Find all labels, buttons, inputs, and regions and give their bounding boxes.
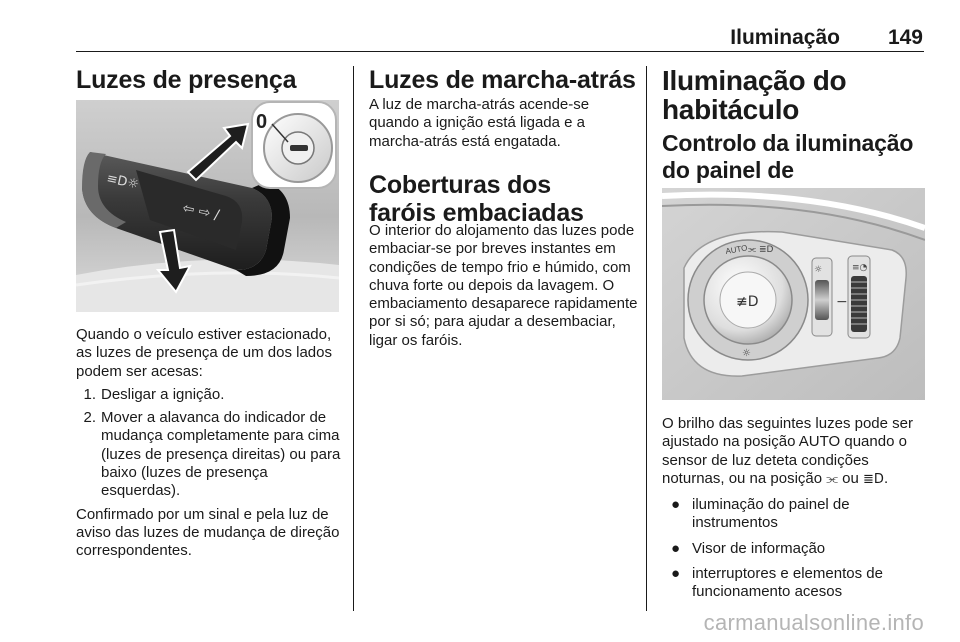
text-segment: . [883, 469, 889, 487]
step-number: 1. [83, 385, 96, 403]
parking-lights-outro: Confirmado por um sinal e pela luz de aviso das luzes de mudança de direção correspondentes. [76, 505, 340, 560]
misted-covers-text: O interior do alojamento das luzes pode embaciar-se por breves instantes em condições de tempo frio e húmido, com chuva forte ou depois da lavagem. O embaciamento desaparece rapidamente por si só; para ajudar a desembaciar, ligar os faróis. [369, 222, 638, 349]
headlamp-icon: ≡D☼ [105, 171, 141, 193]
bullet-icon: ● [671, 539, 681, 557]
text-segment: ou [838, 469, 864, 487]
section-title-parking-lights: Luzes de presença [76, 66, 297, 94]
auto-position-label: AUTO [724, 243, 749, 256]
section-title-panel-illumination: Controlo da iluminação do painel de [662, 130, 914, 183]
running-header-section: Iluminação [730, 26, 840, 49]
list-item-text: interruptores e elementos de funcionamento acesos [692, 565, 883, 601]
parking-symbol-icon: ⫘ ≣D [748, 245, 774, 255]
turn-arrow-icon: ⇦ ⇨ / [181, 200, 221, 224]
step-text: Desligar a ignição. [101, 385, 225, 403]
panel-light-icon: ☼ [814, 265, 823, 275]
text-segment: quando o sensor de luz deteta condições noturnas, ou na posição [662, 433, 907, 487]
illuminated-items-list [662, 496, 932, 601]
column-divider-1 [353, 66, 354, 611]
minus-symbol: − [836, 294, 848, 310]
page-number: 149 [887, 26, 923, 49]
list-item-text: iluminação do painel de instrumentos [692, 496, 850, 532]
watermark: carmanualsonline.info [703, 610, 924, 635]
list-item-text: Visor de informação [692, 539, 826, 557]
step-number: 2. [83, 409, 96, 427]
bullet-icon: ● [671, 496, 681, 514]
panel-illumination-body [662, 415, 932, 602]
fog-light-icon: ≢D [736, 294, 759, 310]
section-title-interior-lighting: Iluminação do habitáculo [662, 65, 847, 125]
dimmer-wheel [851, 276, 867, 332]
list-item [76, 409, 346, 500]
bullet-icon: ● [671, 565, 681, 583]
reversing-lights-text: A luz de marcha-atrás acende-se quando a ignição está ligada e a marcha-atrás está engatada. [369, 96, 590, 150]
list-item [662, 540, 932, 558]
figure-indicator-lever [76, 100, 339, 312]
text-segment: O brilho das seguintes luzes pode ser ajustado na posição [662, 415, 913, 451]
list-item [662, 496, 932, 533]
dim-sun-icon: ☼ [742, 348, 751, 359]
low-beam-symbol-icon: ≣D [863, 471, 884, 487]
figure-light-switch [662, 188, 925, 400]
list-item [662, 565, 932, 602]
parking-light-symbol-icon: ⫘ [826, 471, 838, 487]
list-item [76, 386, 346, 404]
auto-label: AUTO [798, 433, 841, 451]
step-text: Mover a alavanca do indicador de mudança completamente para cima (luzes de presença direitas) ou para baixo (luzes de presença esquerdas). [101, 409, 341, 500]
parking-lights-body [76, 326, 346, 561]
headlamp-range-icon: ≡◔ [852, 263, 868, 273]
ignition-zero-label: 0 [256, 111, 268, 133]
column-divider-2 [646, 66, 647, 611]
parking-lights-intro: Quando o veículo estiver estacionado, as luzes de presença de um dos lados podem ser acesas: [76, 326, 332, 380]
header-rule [76, 51, 924, 52]
section-title-reversing-lights: Luzes de marcha-atrás [369, 66, 636, 94]
panel-illumination-text [662, 415, 932, 489]
parking-lights-steps [76, 386, 346, 501]
section-title-misted-covers: Coberturas dos faróis embaciadas [369, 171, 584, 227]
